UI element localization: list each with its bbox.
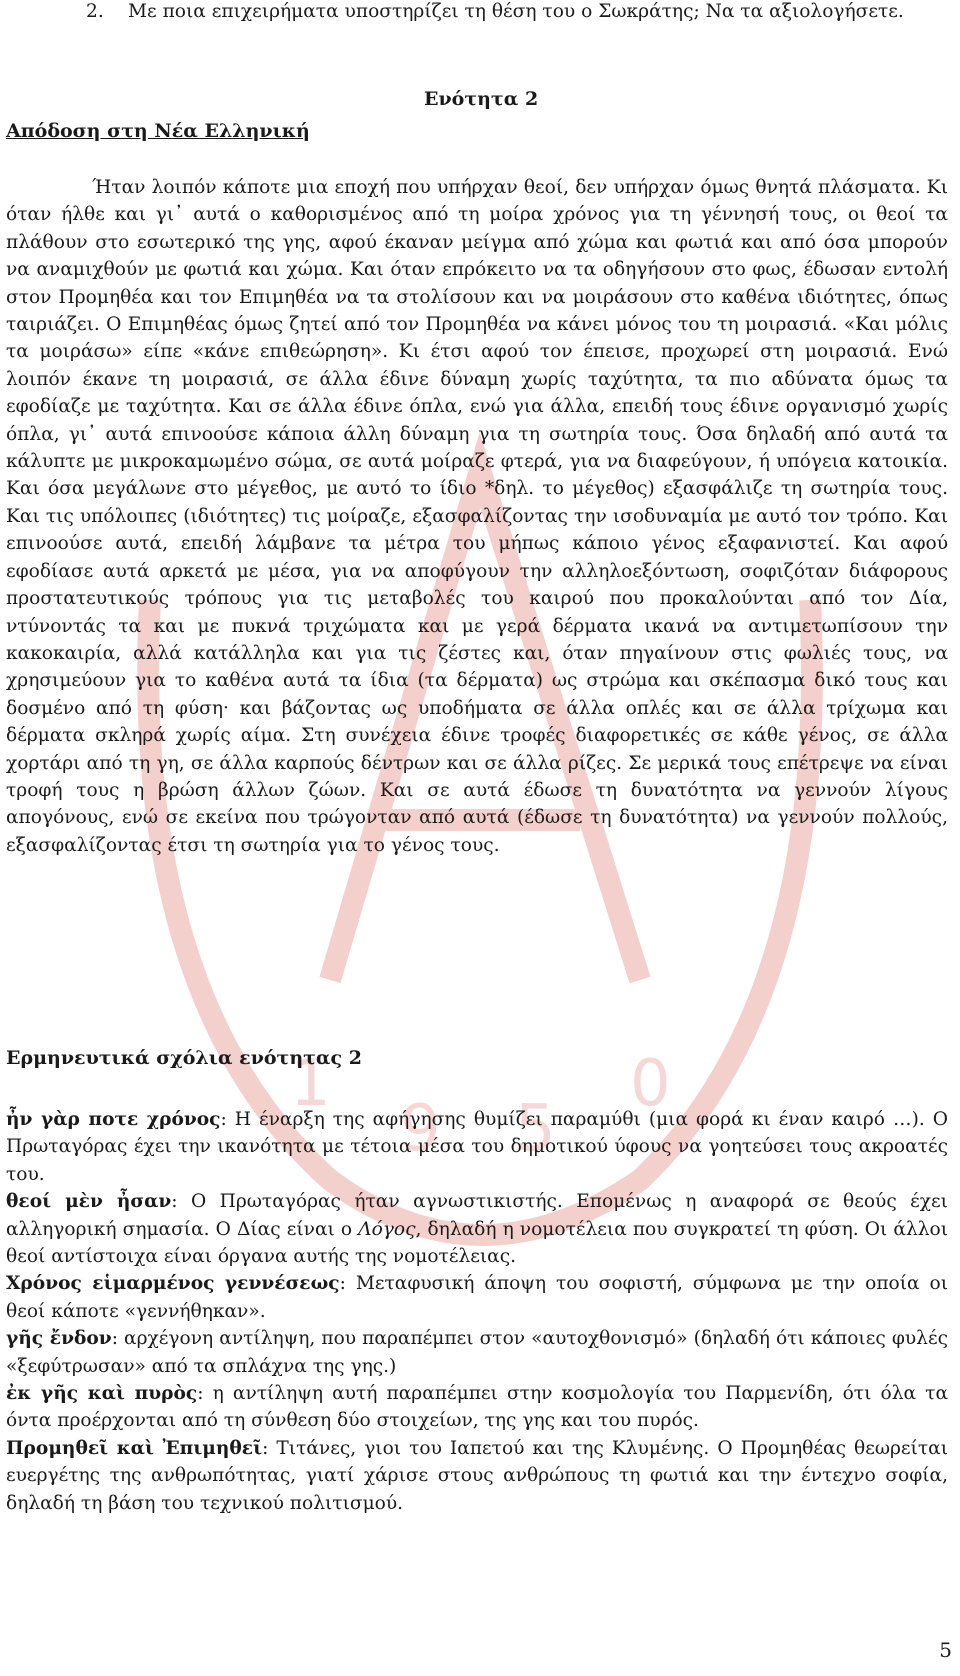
- comment-italic: Λόγος: [358, 1218, 416, 1240]
- comment-term: Χρόνος εἱμαρμένος γεννέσεως: [6, 1273, 340, 1295]
- comment-separator: :: [339, 1273, 356, 1295]
- comment-entry: [6, 1380, 948, 1435]
- comment-entry: [6, 1435, 948, 1517]
- comment-entry: [6, 1106, 948, 1188]
- comment-term: ἦν γὰρ ποτε χρόνος: [6, 1109, 221, 1130]
- watermark-digit: 5: [515, 1092, 556, 1166]
- comment-term: Προμηθεῖ καὶ Ἐπιμηθεῖ: [6, 1437, 263, 1459]
- comment-term: θεοί μὲν ἦσαν: [6, 1191, 172, 1213]
- watermark-digit: 9: [400, 1092, 441, 1166]
- comment-text: η αντίληψη αυτή παραπέμπει στην κοσμολογία του Παρμενίδη, ότι όλα τα όντα προέρχονται από τη σύνθεση δύο στοιχείων, της γης και του πυρός.: [6, 1383, 948, 1432]
- comment-entry: [6, 1188, 948, 1270]
- translation-paragraph: Ήταν λοιπόν κάποτε μια εποχή που υπήρχαν θεοί, δεν υπήρχαν όμως θνητά πλάσματα. Κι όταν ήλθε και γι᾽ αυτά ο καθορισμένος από τη μοίρα χρόνος για τη γέννησή τους, οι θεοί τα πλάθουν στο εσωτερικό της γης, αφού έκαναν μείγμα από χώμα και φωτιά και από όσα μπορούν να αναμιχθούν με φωτιά και χώμα. Και όταν επρόκειτο να τα οδηγήσουν στο φως, έδωσαν εντολή στον Προμηθέα και τον Επιμηθέα να τα στολίσουν και να μοιράσουν στο καθένα ιδιότητες, όπως ταιριάζει. Ο Επιμηθέας όμως ζητεί από τον Προμηθέα να κάνει μόνος του τη μοιρασιά. «Και μόλις τα μοιράσω» είπε «κάνε επιθεώρηση». Κι έτσι αφού τον έπεισε, προχωρεί στη μοιρασιά. Ενώ λοιπόν έκανε τη μοιρασιά, σε άλλα έδινε δύναμη χωρίς ταχύτητα, τα πιο αδύνατα όμως τα εφοδίαζε με ταχύτητα. Και σε άλλα έδινε όπλα, ενώ για άλλα, επειδή τους έδινε οργανισμό χωρίς όπλα, γι᾽ αυτά επινοούσε κάποια άλλη δύναμη για τη σωτηρία τους. Όσα δηλαδή από αυτά τα κάλυπτε με μικροκαμωμένο σώμα, σε αυτά μοίραζε φτερά, για να διαφεύγουν, ή υπόγεια κατοικία. Και όσα μεγάλωνε στο μέγεθος, με αυτό το ίδιο *δηλ. το μέγεθος) εξασφάλιζε τη σωτηρία τους. Και τις υπόλοιπες (ιδιότητες) τις μοίραζε, εξασφαλίζοντας την ισοδυναμία με αυτό τον τρόπο. Και επινοούσε αυτά, επειδή λάμβανε τα μέτρα του μήπως κάποιο γένος εξαφανιστεί. Και αφού εφοδίασε αυτά αρκετά με μέσα, για να αποφύγουν την αλληλοεξόντωση, σοφιζόταν διάφορους προστατευτικούς τρόπους για τις μεταβολές του καιρού που προκαλούνται από τον Δία, ντύνοντάς τα και με πυκνά τριχώματα και με γερά δέρματα ικανά να αντιμετωπίσουν την κακοκαιρία, αλλά κατάλληλα και για τις ζέστες και, όταν πηγαίνουν στις φωλιές τους, να χρησιμεύουν για το καθένα αυτά τα ίδια (τα δέρματα) ως στρώμα και σκέπασμα δικό τους και δοσμένο από τη φύση· και βάζοντας ως υποδήματα σε άλλα οπλές και σε άλλα τρίχωμα και δέρματα σκληρά χωρίς αίμα. Στη συνέχεια έδινε τροφές διαφορετικές σε κάθε γένος, σε άλλα χορτάρι από τη γη, σε άλλα καρπούς δέντρων και σε άλλα ρίζες. Σε μερικά τους επέτρεψε να είναι τροφή τους η βρώση άλλων ζώων. Και σε αυτά έδωσε τη δυνατότητα να γεννούν λίγους απογόνους, ενώ σε εκείνα που τρώγονταν από αυτά (έδωσε τη δυνατότητα) να γεννούν πολλούς, εξασφαλίζοντας έτσι τη σωτηρία για το γένος τους.: [6, 177, 948, 856]
- section-title: Ενότητα 2: [424, 88, 539, 110]
- comment-text: Η έναρξη της αφήγησης θυμίζει παραμύθι (μια φορά κι έναν καιρό …). Ο Πρωταγόρας έχει την ικανότητα με τέτοια μέσα του δημοτικού ύφους να γοητεύσει τους ακροατές του.: [6, 1109, 948, 1185]
- comment-separator: :: [220, 1109, 235, 1130]
- watermark-digit: 0: [630, 1047, 671, 1121]
- comment-text: αρχέγονη αντίληψη, που παραπέμπει στον «αυτοχθονισμό» (δηλαδή ότι κάποιες φυλές «ξεφύτρωσαν» από τα σπλάχνα της γης.): [6, 1328, 948, 1377]
- comment-entry: [6, 1325, 948, 1380]
- comments-heading: Ερμηνευτικά σχόλια ενότητας 2: [6, 1047, 362, 1069]
- comments-list: [6, 1106, 948, 1517]
- comment-separator: :: [262, 1437, 277, 1459]
- comment-separator: :: [197, 1383, 213, 1405]
- translation-heading: Απόδοση στη Νέα Ελληνική: [6, 120, 310, 142]
- page-number: 5: [939, 1638, 952, 1662]
- comment-text-cont: , δηλαδή η νομοτέλεια που συγκρατεί τη φύση. Οι άλλοι θεοί αντίστοιχα είναι όργανα αυτής της νομοτέλειας.: [6, 1218, 949, 1268]
- comment-separator: :: [171, 1191, 191, 1213]
- question-item: [86, 0, 948, 25]
- comment-term: γῆς ἔνδον: [6, 1328, 112, 1350]
- watermark-digit: 1: [290, 1047, 331, 1121]
- question-number: 2.: [86, 1, 104, 22]
- comment-text: Ο Πρωταγόρας ήταν αγνωστικιστής. Επομένως η αναφορά σε θεούς έχει αλληγορική σημασία. Ο Δίας είναι ο: [6, 1191, 948, 1240]
- comment-entry: [6, 1270, 948, 1325]
- comment-text: Τιτάνες, γιοι του Ιαπετού και της Κλυμένης. Ο Προμηθέας θεωρείται ευεργέτης της ανθρωπότητας, γιατί χάρισε στους ανθρώπους τη φωτιά και την έντεχνο σοφία, δηλαδή τη βάση του τεχνικού πολιτισμού.: [6, 1437, 948, 1514]
- question-text: Με ποια επιχειρήματα υποστηρίζει τη θέση του ο Σωκράτης; Να τα αξιολογήσετε.: [128, 1, 904, 22]
- comment-text: Μεταφυσική άποψη του σοφιστή, σύμφωνα με την οποία οι θεοί κάποτε «γεννήθηκαν».: [6, 1273, 948, 1322]
- comment-term: ἐκ γῆς καὶ πυρὸς: [6, 1383, 198, 1405]
- comment-separator: :: [111, 1328, 125, 1350]
